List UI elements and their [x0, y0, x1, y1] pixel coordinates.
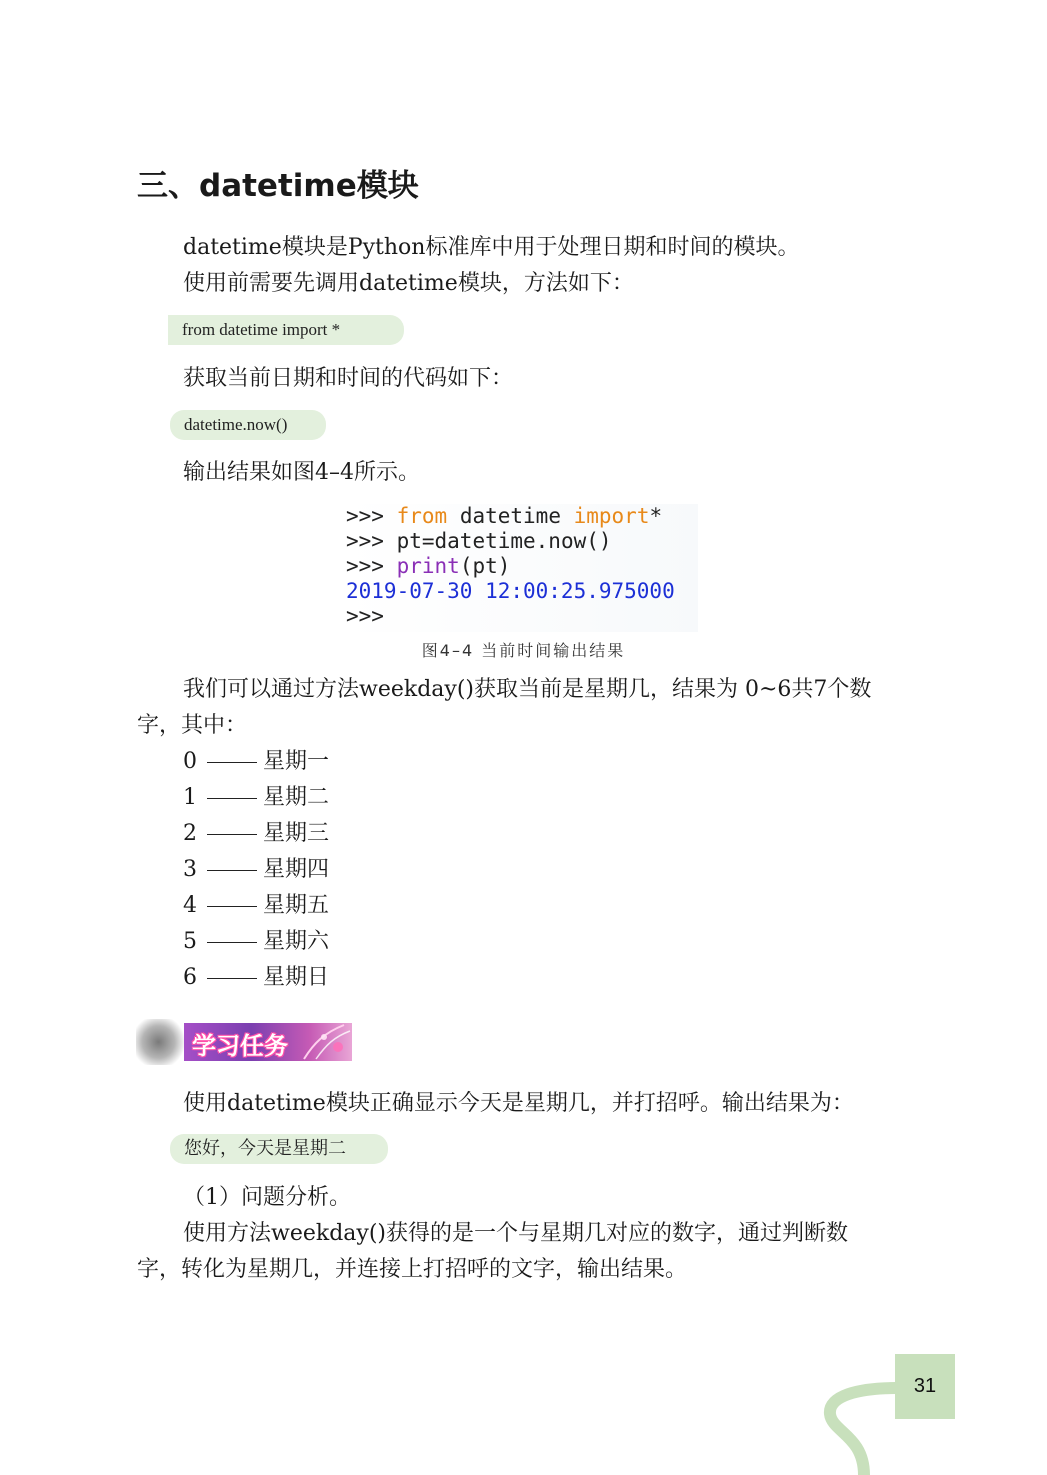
shell-star: * — [649, 504, 663, 528]
intro-line-2: 使用前需要先调用datetime模块，方法如下： — [183, 271, 634, 296]
list-item — [183, 852, 329, 888]
analysis-title: （1）问题分析。 — [183, 1185, 351, 1210]
code-import: from datetime import * — [168, 315, 404, 345]
list-item — [183, 744, 329, 780]
weekday-para-line-1: 我们可以通过方法weekday()获取当前是星期几，结果为 0~6共7个数 — [183, 677, 872, 702]
weekday-name: 星期六 — [263, 929, 330, 954]
weekday-name: 星期二 — [263, 785, 330, 810]
weekday-name: 星期三 — [263, 821, 330, 846]
dash-separator — [207, 870, 257, 871]
weekday-number: 0 — [183, 749, 197, 774]
weekday-para-line-2: 字，其中： — [137, 713, 248, 738]
task-badge — [136, 1019, 352, 1065]
weekday-number: 4 — [183, 893, 197, 918]
weekday-name: 星期日 — [263, 965, 330, 990]
shell-module: datetime — [447, 504, 574, 528]
list-item — [183, 816, 329, 852]
shell-line-3 — [346, 554, 698, 579]
weekday-name: 星期四 — [263, 857, 330, 882]
figure-caption: 图4–4 当前时间输出结果 — [421, 641, 626, 660]
shell-print-args: (pt) — [459, 554, 511, 578]
shell-prompt: >>> — [346, 604, 384, 628]
weekday-number: 2 — [183, 821, 197, 846]
sphere-icon — [136, 1019, 186, 1065]
task-text: 使用datetime模块正确显示今天是星期几，并打招呼。输出结果为： — [183, 1091, 854, 1116]
code-now: datetime.now() — [170, 410, 326, 440]
weekday-number: 3 — [183, 857, 197, 882]
task-label: 学习任务 — [192, 1032, 288, 1060]
dash-separator — [207, 942, 257, 943]
shell-prompt: >>> — [346, 529, 384, 553]
get-now-text: 获取当前日期和时间的代码如下： — [183, 366, 514, 391]
flourish-icon — [294, 1023, 352, 1061]
analysis-line-2: 字，转化为星期几，并连接上打招呼的文字，输出结果。 — [137, 1257, 688, 1282]
list-item — [183, 924, 329, 960]
weekday-number: 6 — [183, 965, 197, 990]
dash-separator — [207, 906, 257, 907]
output-text: 输出结果如图4–4所示。 — [183, 460, 420, 485]
shell-line-2 — [346, 529, 698, 554]
list-item — [183, 960, 329, 996]
shell-output: 2019-07-30 12:00:25.975000 — [346, 579, 675, 603]
intro-line-1: datetime模块是Python标准库中用于处理日期和时间的模块。 — [183, 235, 800, 260]
dash-separator — [207, 798, 257, 799]
dash-separator — [207, 834, 257, 835]
python-shell-screenshot — [346, 504, 698, 632]
shell-prompt: >>> — [346, 504, 384, 528]
dash-separator — [207, 978, 257, 979]
page-number: 31 — [895, 1354, 955, 1419]
weekday-name: 星期五 — [263, 893, 330, 918]
weekday-list — [183, 744, 329, 996]
task-banner — [184, 1023, 352, 1061]
weekday-number: 1 — [183, 785, 197, 810]
keyword-from: from — [396, 504, 448, 528]
shell-prompt: >>> — [346, 554, 384, 578]
section-heading: 三、datetime模块 — [137, 168, 419, 204]
weekday-name: 星期一 — [263, 749, 330, 774]
shell-line-1 — [346, 504, 698, 529]
shell-line-5 — [346, 604, 698, 629]
shell-assign: pt=datetime.now() — [383, 529, 612, 553]
weekday-number: 5 — [183, 929, 197, 954]
builtin-print: print — [396, 554, 460, 578]
dash-separator — [207, 762, 257, 763]
list-item — [183, 888, 329, 924]
list-item — [183, 780, 329, 816]
analysis-line-1: 使用方法weekday()获得的是一个与星期几对应的数字，通过判断数 — [183, 1221, 848, 1246]
task-output: 您好，今天是星期二 — [170, 1134, 388, 1164]
keyword-import: import — [573, 504, 650, 528]
